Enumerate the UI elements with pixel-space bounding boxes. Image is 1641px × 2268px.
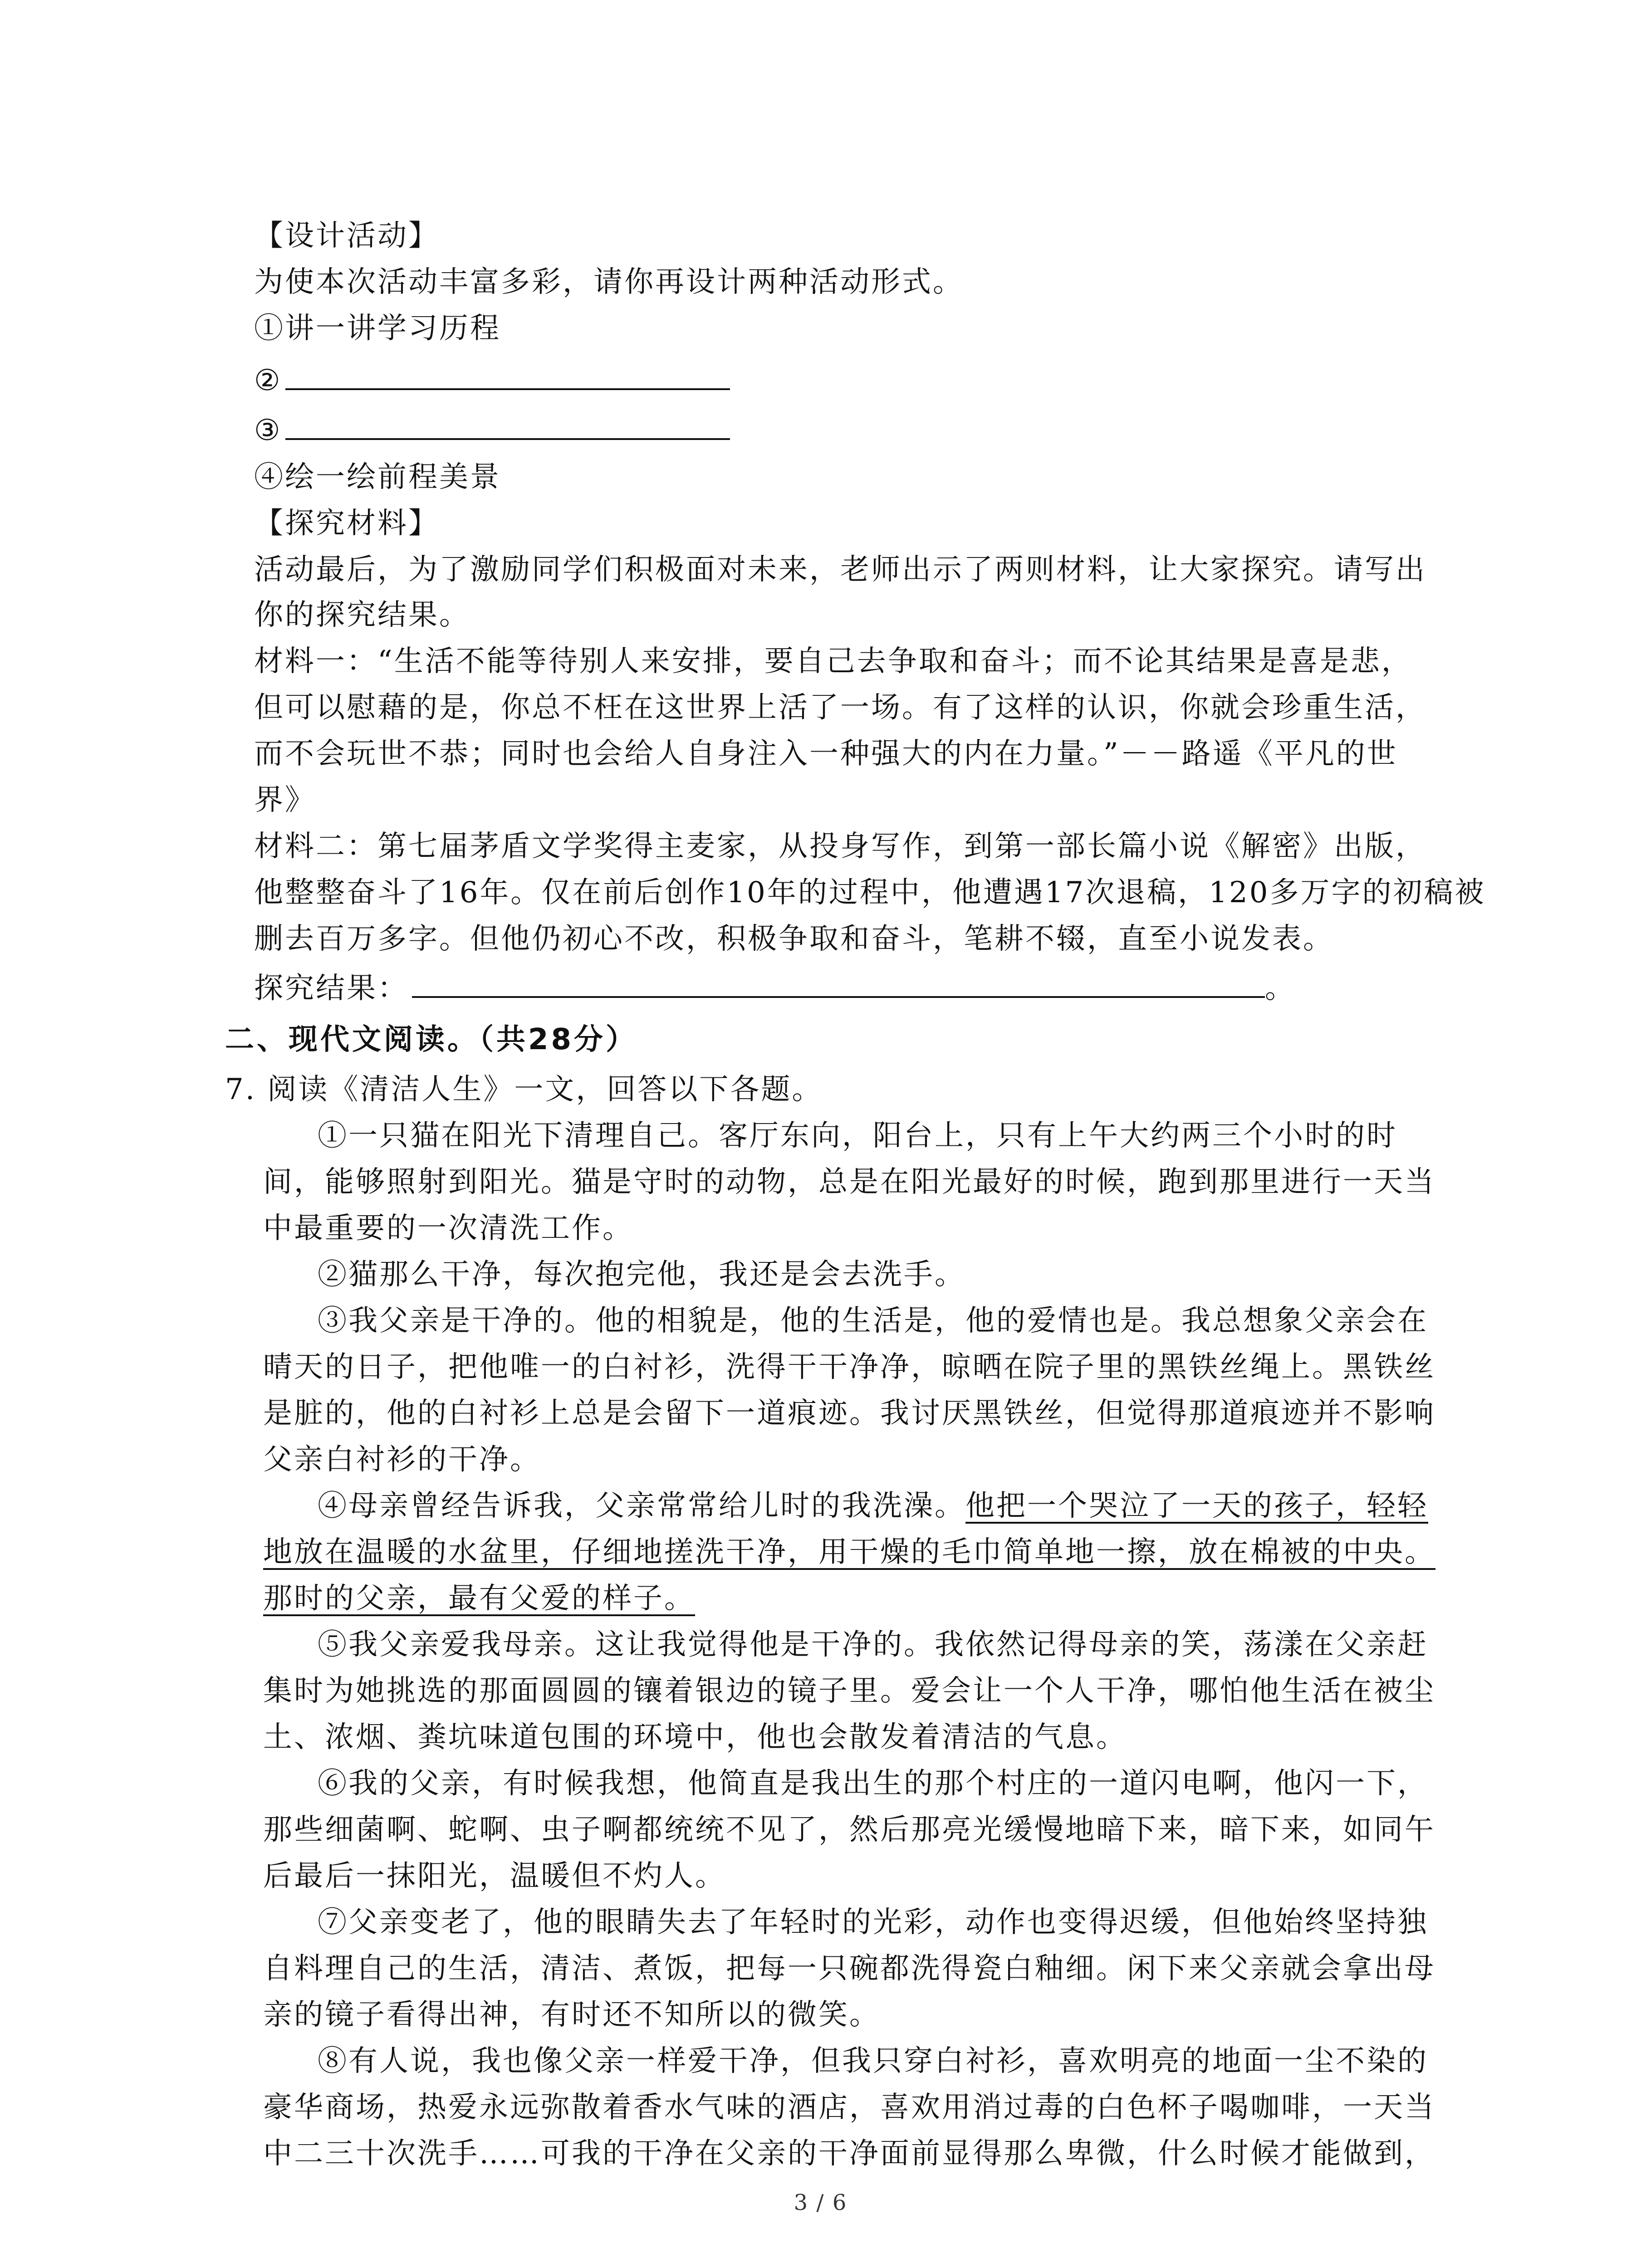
essay-paragraph-4-line [318,1489,1428,1523]
essay-paragraph-5-line: 土、浓烟、粪坑味道包围的环境中，他也会散发着清洁的气息。 [263,1721,1127,1754]
material-one-line: 但可以慰藉的是，你总不枉在这世界上活了一场。有了这样的认识，你就会珍重生活， [254,691,1426,724]
activity-item-2-row [254,363,730,395]
activity-item-2-answer-blank[interactable] [285,363,730,390]
part-two-heading: 二、现代文阅读。（共28分） [225,1023,638,1056]
essay-paragraph-2: ②猫那么干净，每次抱完他，我还是会去洗手。 [318,1258,965,1291]
essay-paragraph-3-line: 是脏的，他的白衬衫上总是会留下一道痕迹。我讨厌黑铁丝，但觉得那道痕迹并不影响 [263,1397,1435,1430]
essay-paragraph-5-line: 集时为她挑选的那面圆圆的镶着银边的镜子里。爱会让一个人干净，哪怕他生活在被尘 [263,1674,1435,1708]
essay-paragraph-8-line: ⑧有人说，我也像父亲一样爱干净，但我只穿白衬衫，喜欢明亮的地面一尘不染的 [318,2044,1428,2078]
essay-paragraph-1-line: 间，能够照射到阳光。猫是守时的动物，总是在阳光最好的时候，跑到那里进行一天当 [263,1165,1435,1199]
explore-result-end: 。 [1265,972,1296,1005]
essay-paragraph-1-line: 中最重要的一次清洗工作。 [263,1212,633,1245]
explore-result-answer-blank[interactable] [412,971,1265,998]
essay-paragraph-3-line: 父亲白衬衫的干净。 [263,1443,541,1476]
essay-paragraph-3-line: 晴天的日子，把他唯一的白衬衫，洗得干干净净，晾晒在院子里的黑铁丝绳上。黑铁丝 [263,1350,1435,1384]
activity-item-4: ④绘一绘前程美景 [254,460,501,494]
material-one-line: 界》 [254,783,316,817]
essay-paragraph-4-underlined-line: 地放在温暖的水盆里，仔细地搓洗干净，用干燥的毛巾简单地一擦，放在棉被的中央。 [263,1535,1435,1569]
essay-paragraph-7-line: 亲的镜子看得出神，有时还不知所以的微笑。 [263,1998,880,2032]
activity-instruction: 为使本次活动丰富多彩，请你再设计两种活动形式。 [254,265,964,299]
material-one-line: 而不会玩世不恭；同时也会给人自身注入一种强大的内在力量。”－－路遥《平凡的世 [254,737,1398,771]
explore-intro-line: 你的探究结果。 [254,598,470,632]
essay-paragraph-4-underlined-line: 那时的父亲，最有父爱的样子。 [263,1582,695,1615]
material-two-line: 他整整奋斗了16年。仅在前后创作10年的过程中，他遭遇17次退稿，120多万字的初稿被 [254,876,1486,909]
essay-paragraph-5-line: ⑤我父亲爱我母亲。这让我觉得他是干净的。我依然记得母亲的笑，荡漾在父亲赶 [318,1628,1428,1662]
essay-paragraph-6-line: 那些细菌啊、蛇啊、虫子啊都统统不见了，然后那亮光缓慢地暗下来，暗下来，如同午 [263,1813,1435,1847]
question-7-prompt: 7. 阅读《清洁人生》一文，回答以下各题。 [225,1073,823,1106]
essay-paragraph-1-line: ①一只猫在阳光下清理自己。客厅东向，阳台上，只有上午大约两三个小时的时 [318,1119,1397,1153]
page-number: 3 / 6 [794,2190,847,2215]
material-two-line: 材料二：第七届茅盾文学奖得主麦家，从投身写作，到第一部长篇小说《解密》出版， [254,830,1426,863]
explore-result-label: 探究结果： [254,972,408,1005]
activity-item-3-marker: ③ [254,414,282,447]
material-two-line: 删去百万多字。但他仍初心不改，积极争取和奋斗，笔耕不辍，直至小说发表。 [254,922,1334,956]
essay-paragraph-4-underlined-text: 他把一个哭泣了一天的孩子，轻轻 [965,1489,1428,1523]
activity-item-1: ①讲一讲学习历程 [254,312,501,345]
activity-item-3-answer-blank[interactable] [285,413,730,440]
essay-paragraph-8-line: 豪华商场，热爱永远弥散着香水气味的酒店，喜欢用消过毒的白色杯子喝咖啡，一天当 [263,2091,1435,2124]
explore-intro-line: 活动最后，为了激励同学们积极面对未来，老师出示了两则材料，让大家探究。请写出 [254,553,1426,587]
essay-paragraph-7-line: 自料理自己的生活，清洁、煮饭，把每一只碗都洗得瓷白釉细。闲下来父亲就会拿出母 [263,1952,1435,1985]
essay-paragraph-4-plain-text: ④母亲曾经告诉我，父亲常常给儿时的我洗澡。 [318,1489,965,1523]
essay-paragraph-6-line: ⑥我的父亲，有时候我想，他简直是我出生的那个村庄的一道闪电啊，他闪一下， [318,1767,1428,1800]
material-one-line: 材料一：“生活不能等待别人来安排，要自己去争取和奋斗；而不论其结果是喜是悲， [254,645,1412,678]
essay-paragraph-3-line: ③我父亲是干净的。他的相貌是，他的生活是，他的爱情也是。我总想象父亲会在 [318,1304,1428,1338]
activity-item-3-row [254,413,730,445]
explore-result-row [254,971,1296,1003]
essay-paragraph-7-line: ⑦父亲变老了，他的眼睛失去了年轻时的光彩，动作也变得迟缓，但他始终坚持独 [318,1906,1428,1939]
essay-paragraph-8-line: 中二三十次洗手……可我的干净在父亲的干净面前显得那么卑微，什么时候才能做到， [263,2137,1435,2170]
activity-item-2-marker: ② [254,364,282,397]
section-title-explore-material: 【探究材料】 [254,507,439,540]
essay-paragraph-6-line: 后最后一抹阳光，温暖但不灼人。 [263,1859,726,1893]
section-title-design-activity: 【设计活动】 [254,219,439,253]
